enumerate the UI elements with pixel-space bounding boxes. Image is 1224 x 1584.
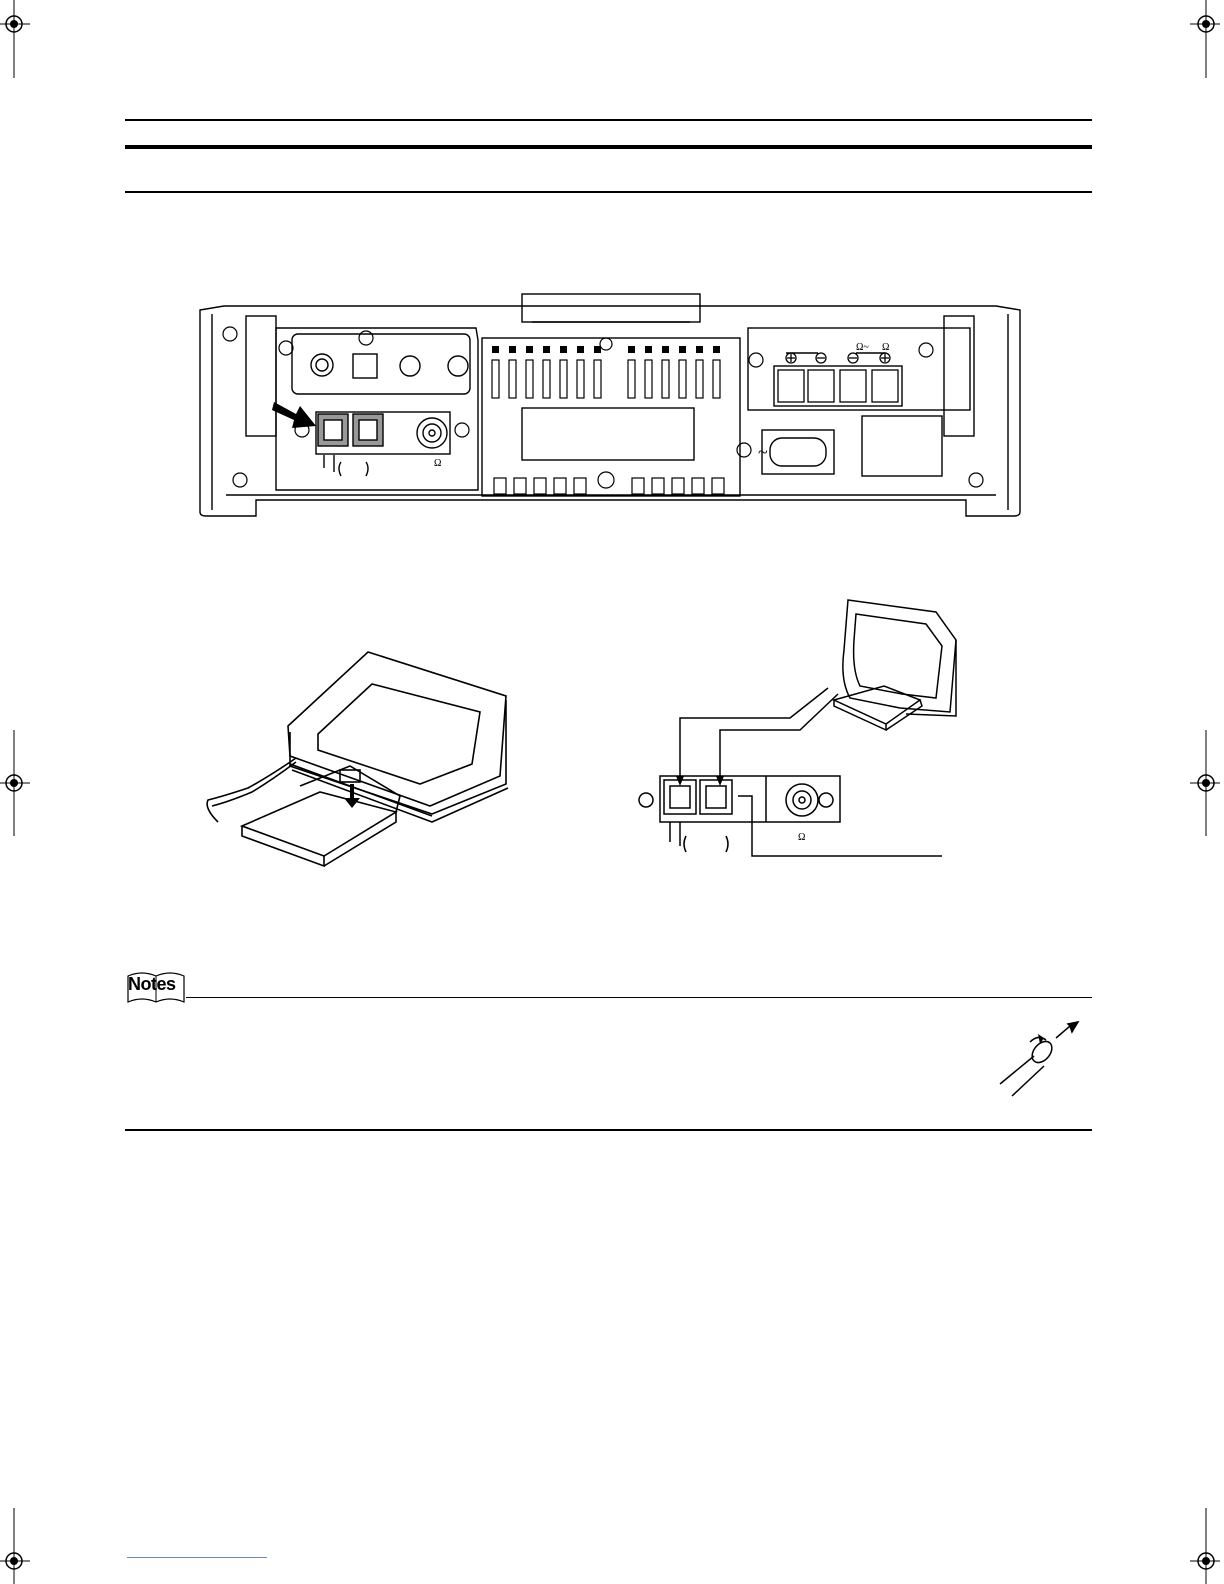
notes-heading: Notes bbox=[128, 974, 176, 994]
registration-mark-bottom-right bbox=[1190, 1508, 1220, 1584]
ac-symbol: ~ bbox=[758, 442, 768, 462]
registration-mark-top-right bbox=[1190, 0, 1220, 80]
header-rule-top bbox=[125, 119, 1092, 121]
registration-mark-top-left bbox=[0, 0, 30, 80]
notes-rule-bottom bbox=[125, 1129, 1092, 1131]
loop-antenna-assembly-illustration bbox=[200, 646, 520, 866]
am-ohm-symbol: Ω bbox=[434, 458, 442, 469]
header-rule-bottom bbox=[125, 191, 1092, 193]
notes-rule-top bbox=[186, 997, 1092, 998]
speaker-ohm-ac-symbol: Ω~ bbox=[856, 342, 869, 353]
rear-panel-illustration bbox=[196, 290, 1024, 522]
am-antenna-connection-illustration bbox=[630, 590, 960, 870]
footer-rule bbox=[127, 1557, 267, 1558]
registration-mark-bottom-left bbox=[0, 1508, 30, 1584]
registration-mark-mid-left bbox=[0, 730, 30, 840]
coaxial-plug-icon bbox=[998, 1020, 1082, 1100]
registration-mark-mid-right bbox=[1190, 730, 1220, 840]
am-ohm-symbol-detail: Ω bbox=[798, 832, 806, 843]
speaker-ohm-symbol: Ω bbox=[882, 342, 890, 353]
header-rule-thick bbox=[125, 145, 1092, 149]
